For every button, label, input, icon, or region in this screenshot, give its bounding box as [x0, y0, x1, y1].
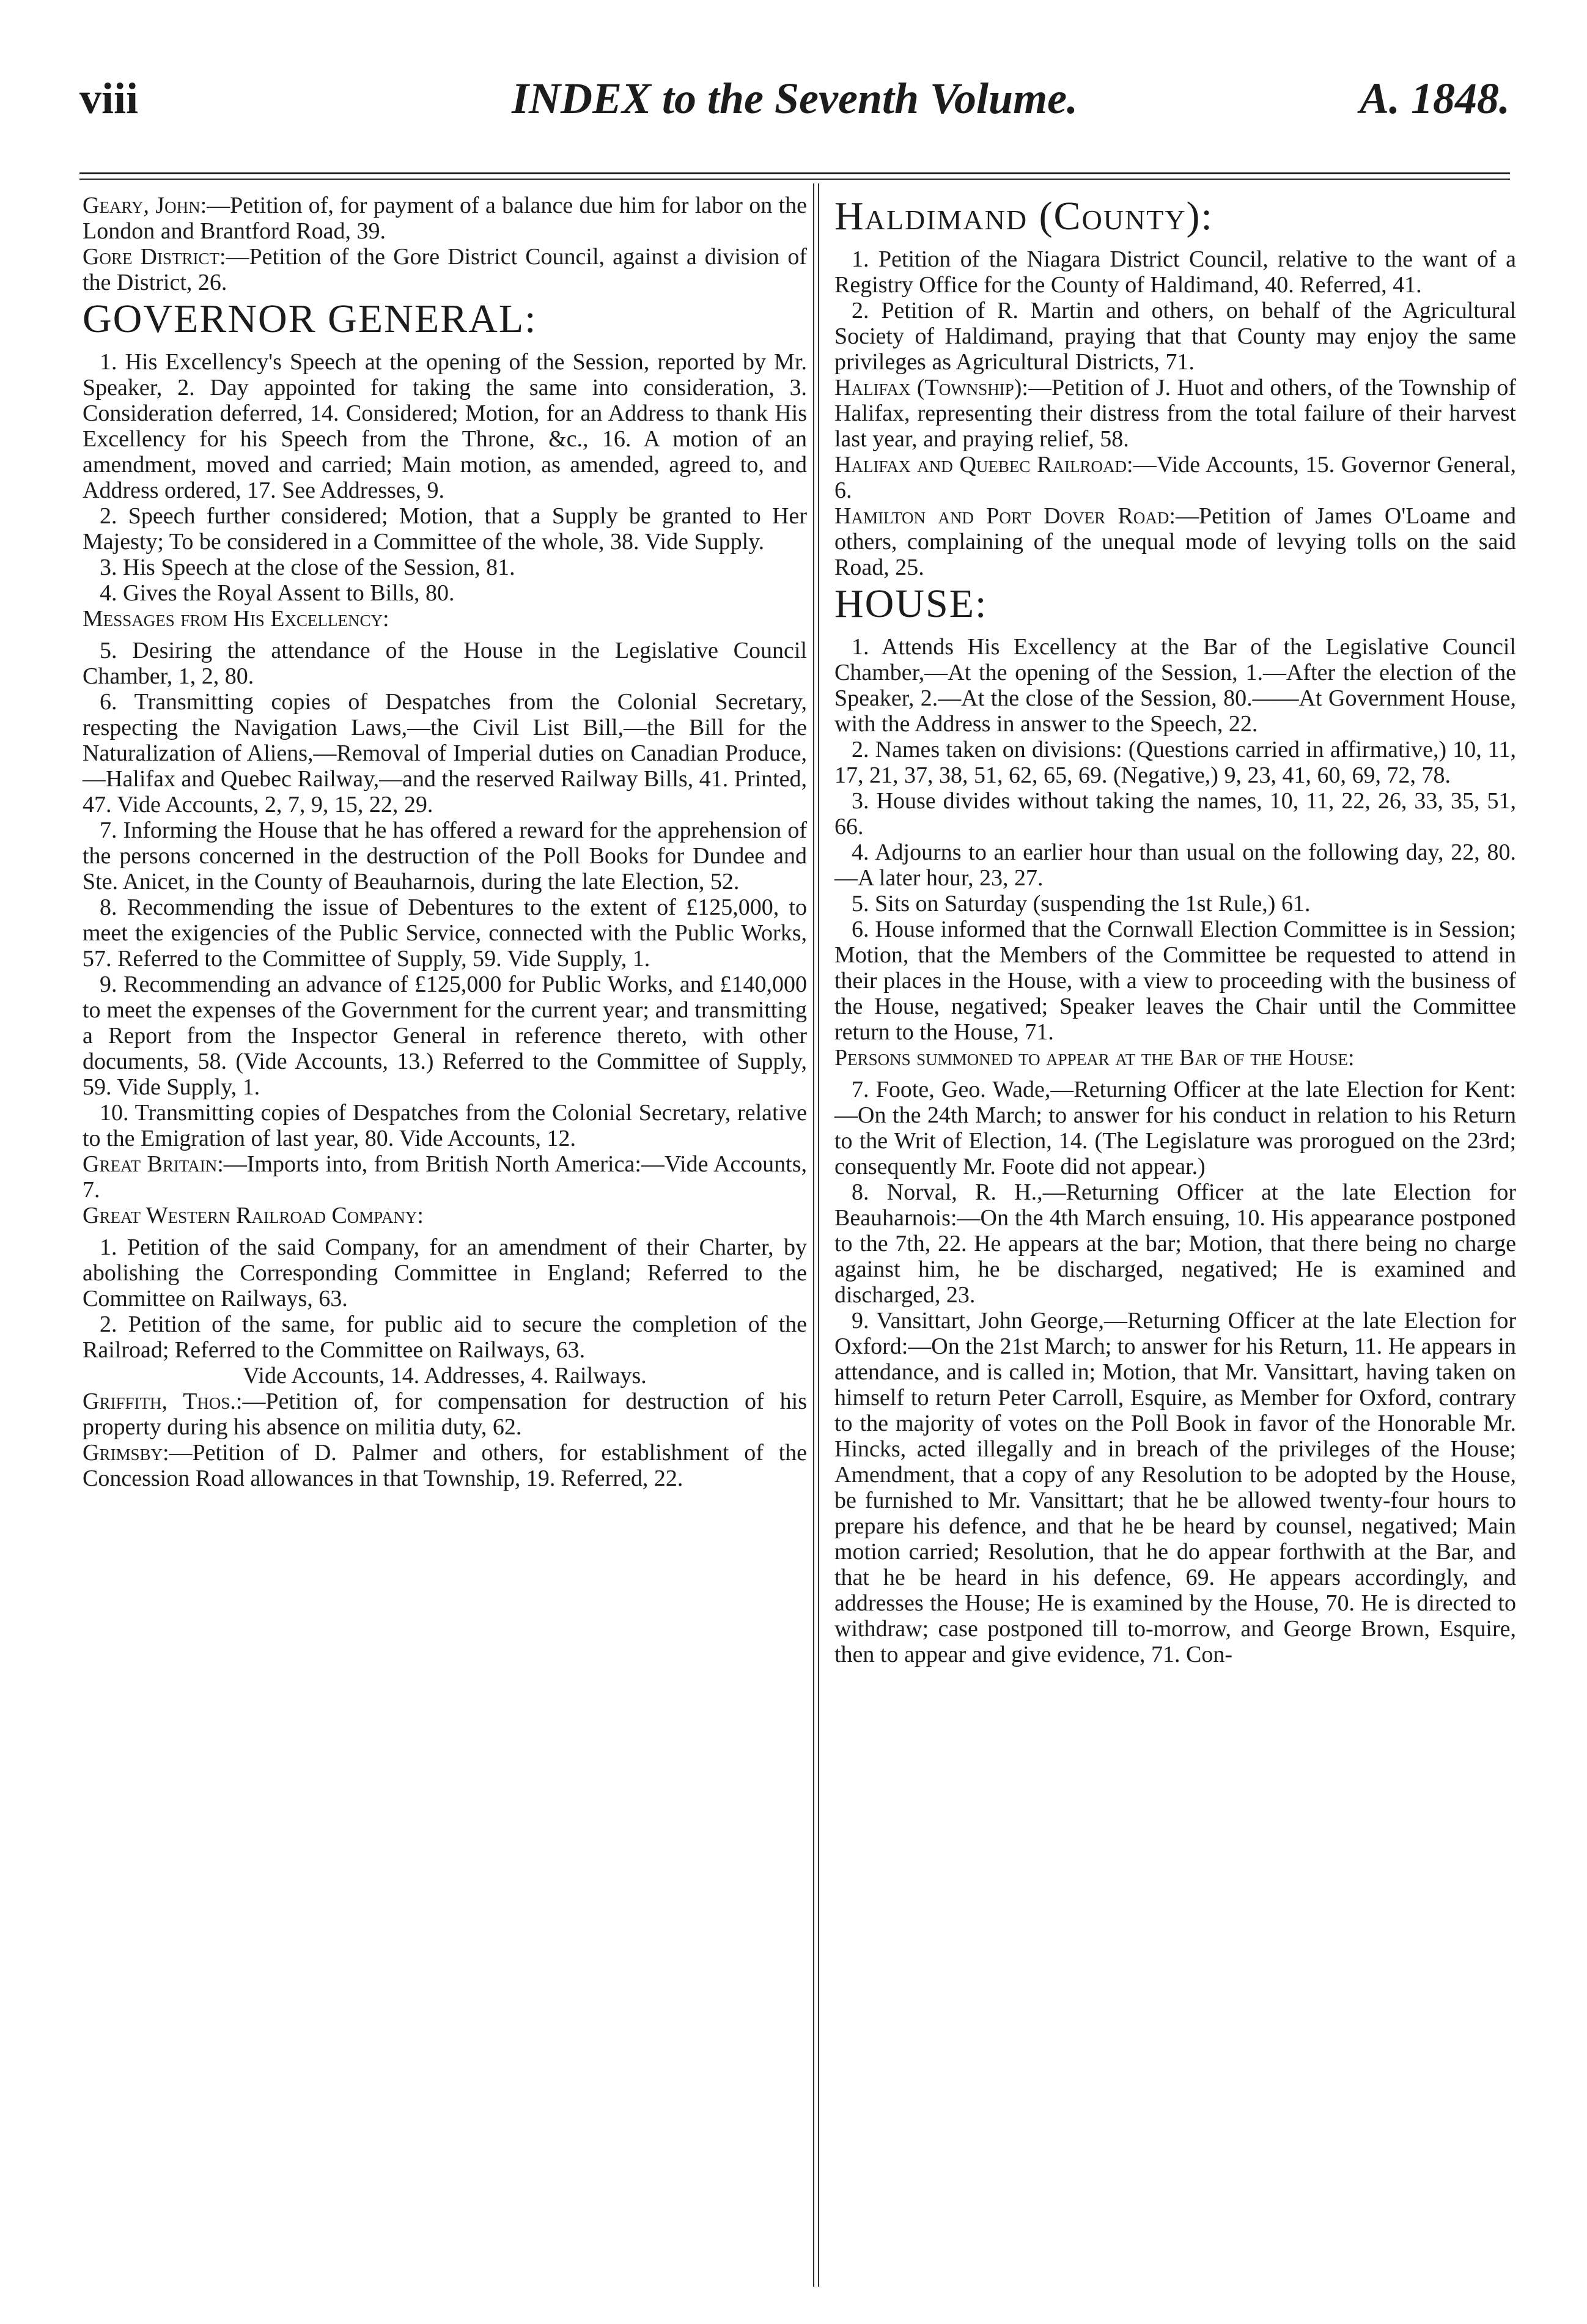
heading-messages: Messages from His Excellency:: [83, 606, 389, 632]
index-entry-geary: Geary, John:—Petition of, for payment of a balance due him for labor on the London and Brantford Road, 39.: [83, 193, 807, 244]
gg-item-2: 2. Speech further considered; Motion, that a Supply be granted to Her Majesty; To be considered in a Committee of the whole, 38. Vide Supply.: [83, 503, 807, 555]
heading-great-western: Great Western Railroad Company:: [83, 1203, 424, 1228]
heading-governor-general: GOVERNOR GENERAL:: [83, 297, 537, 341]
heading-house: HOUSE:: [834, 581, 988, 626]
house-item-4: 4. Adjourns to an earlier hour than usual on the following day, 22, 80.—A later hour, 23, 27.: [834, 839, 1516, 891]
persons-item-7: 7. Foote, Geo. Wade,—Returning Officer at the late Election for Kent:—On the 24th March; to answer for his conduct in relation to his Return to the Writ of Election, 14. (The Legislature was prorogued on the 23rd; consequently Mr. Foote did not appear.): [834, 1077, 1516, 1179]
persons-item-9: 9. Vansittart, John George,—Returning Officer at the late Election for Oxford:—On the 21st March; to answer for his Return, 11. He appears in attendance, and is called in; Motion, that Mr. Vansittart, having taken on himself to return Peter Carroll, Esquire, as Member for Oxford, contrary to the majority of votes on the Poll Book in favor of the Honorable Mr. Hincks, acted illegally and in breach of the privileges of the House; Amendment, that a copy of any Resolution to be adopted by the House, be furnished to Mr. Vansittart; that he be allowed twenty-four hours to prepare his defence, and that he be heard by counsel, negatived; Main motion carried; Resolution, that he do appear forthwith at the Bar, and that he be heard in his defence, 69. He appears accordingly, and addresses the House; He is examined by the House, 70. He is directed to withdraw; case postponed till to-morrow, and George Brown, Esquire, then to appear and give evidence, 71. Con-: [834, 1308, 1516, 1667]
gg-item-4: 4. Gives the Royal Assent to Bills, 80.: [100, 580, 455, 606]
message-item-9: 9. Recommending an advance of £125,000 for Public Works, and £140,000 to meet the expenses of the Government for the current year; and transmitting a Report from the Inspector General in reference thereto, with other documents, 58. (Vide Accounts, 13.) Referred to the Committee of Supply, 59. Vide Supply, 1.: [83, 972, 807, 1100]
house-item-5: 5. Sits on Saturday (suspending the 1st Rule,) 61.: [852, 891, 1311, 917]
year-label: A. 1848.: [1359, 74, 1510, 123]
message-item-7: 7. Informing the House that he has offered a reward for the apprehension of the persons concerned in the destruction of the Poll Books for Dundee and Ste. Anicet, in the County of Beauharnois, during the late Election, 52.: [83, 817, 807, 895]
haldimand-item-2: 2. Petition of R. Martin and others, on behalf of the Agricultural Society of Haldimand, praying that that County may enjoy the same privileges as Agricultural Districts, 71.: [834, 298, 1516, 375]
house-item-3: 3. House divides without taking the names, 10, 11, 22, 26, 33, 35, 51, 66.: [834, 788, 1516, 839]
header-rule-bottom: [79, 179, 1510, 180]
heading-persons-summoned: Persons summoned to appear at the Bar of the House:: [834, 1045, 1355, 1071]
heading-haldimand: Haldimand (County):: [834, 194, 1213, 238]
page-number: viii: [79, 74, 139, 123]
column-divider-inner: [818, 183, 819, 2287]
right-column: [834, 193, 1516, 1667]
header-rule-top: [79, 172, 1510, 174]
index-entry-gore: Gore District:—Petition of the Gore District Council, against a division of the District, 26.: [83, 244, 807, 295]
index-entry-halifax-quebec: Halifax and Quebec Railroad:—Vide Accounts, 15. Governor General, 6.: [834, 452, 1516, 503]
column-divider: [813, 183, 814, 2287]
message-item-8: 8. Recommending the issue of Debentures to the extent of £125,000, to meet the exigencies of the Public Service, connected with the Public Works, 57. Referred to the Committee of Supply, 59. Vide Supply, 1.: [83, 895, 807, 972]
gwr-vide: Vide Accounts, 14. Addresses, 4. Railways.: [243, 1363, 647, 1389]
gg-item-3: 3. His Speech at the close of the Session, 81.: [100, 555, 515, 580]
running-header: [79, 73, 1510, 159]
house-item-2: 2. Names taken on divisions: (Questions carried in affirmative,) 10, 11, 17, 21, 37, 38, 51, 62, 65, 69. (Negative,) 9, 23, 41, 60, 69, 72, 78.: [834, 737, 1516, 788]
gwr-item-1: 1. Petition of the said Company, for an amendment of their Charter, by abolishing the Corresponding Committee in England; Referred to the Committee on Railways, 63.: [83, 1234, 807, 1311]
gwr-item-2: 2. Petition of the same, for public aid to secure the completion of the Railroad; Referred to the Committee on Railways, 63.: [83, 1311, 807, 1363]
index-entry-hamilton: Hamilton and Port Dover Road:—Petition of James O'Loame and others, complaining of the unequal mode of levying tolls on the said Road, 25.: [834, 503, 1516, 580]
house-item-6: 6. House informed that the Cornwall Election Committee is in Session; Motion, that the Members of the Committee be requested to attend in their places in the House, with a view to proceeding with the business of the House, negatived; Speaker leaves the Chair until the Committee return to the House, 71.: [834, 917, 1516, 1045]
haldimand-item-1: 1. Petition of the Niagara District Council, relative to the want of a Registry Office for the County of Haldimand, 40. Referred, 41.: [834, 246, 1516, 298]
left-column: [83, 193, 807, 1491]
index-entry-halifax: Halifax (Township):—Petition of J. Huot and others, of the Township of Halifax, representing their distress from the total failure of their harvest last year, and praying relief, 58.: [834, 375, 1516, 452]
message-item-6: 6. Transmitting copies of Despatches from the Colonial Secretary, respecting the Navigation Laws,—the Civil List Bill,—the Bill for the Naturalization of Aliens,—Removal of Imperial duties on Canadian Produce,—Halifax and Quebec Railway,—and the reserved Railway Bills, 41. Printed, 47. Vide Accounts, 2, 7, 9, 15, 22, 29.: [83, 689, 807, 817]
index-entry-grimsby: Grimsby:—Petition of D. Palmer and others, for establishment of the Concession Road allowances in that Township, 19. Referred, 22.: [83, 1440, 807, 1491]
persons-item-8: 8. Norval, R. H.,—Returning Officer at the late Election for Beauharnois:—On the 4th March ensuing, 10. His appearance postponed to the 7th, 22. He appears at the bar; Motion, that there being no charge against him, he be discharged, negatived; He is examined and discharged, 23.: [834, 1179, 1516, 1308]
index-entry-griffith: Griffith, Thos.:—Petition of, for compensation for destruction of his property during his absence on militia duty, 62.: [83, 1389, 807, 1440]
message-item-5: 5. Desiring the attendance of the House in the Legislative Council Chamber, 1, 2, 80.: [83, 638, 807, 689]
index-entry-great-britain: Great Britain:—Imports into, from British North America:—Vide Accounts, 7.: [83, 1151, 807, 1203]
running-title: INDEX to the Seventh Volume.: [511, 74, 1078, 123]
message-item-10: 10. Transmitting copies of Despatches from the Colonial Secretary, relative to the Emigration of last year, 80. Vide Accounts, 12.: [83, 1100, 807, 1151]
house-item-1: 1. Attends His Excellency at the Bar of the Legislative Council Chamber,—At the opening of the Session, 1.—After the election of the Speaker, 2.—At the close of the Session, 80.——At Government House, with the Address in answer to the Speech, 22.: [834, 634, 1516, 737]
gg-item-1: 1. His Excellency's Speech at the opening of the Session, reported by Mr. Speaker, 2. Day appointed for taking the same into consideration, 3. Consideration deferred, 14. Considered; Motion, for an Address to thank His Excellency for his Speech from the Throne, &c., 16. A motion of an amendment, moved and carried; Main motion, as amended, agreed to, and Address ordered, 17. See Addresses, 9.: [83, 349, 807, 503]
